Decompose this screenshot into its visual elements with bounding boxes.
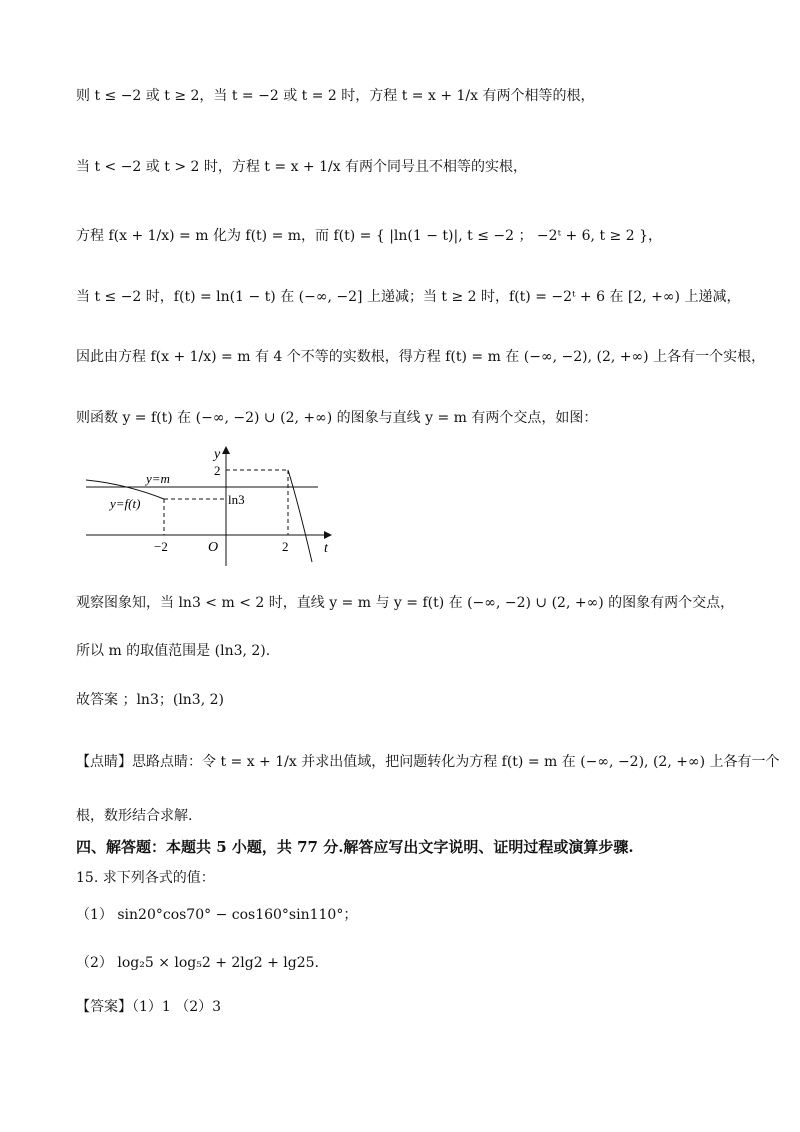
tick-2-y: 2 [214,463,221,478]
question-15-part-2: （2） log₂5 × log₅2 + 2lg2 + lg25. [76,955,319,971]
tick-ln3: ln3 [228,492,245,507]
line-9: 故答案 ；ln3；(ln3, 2) [76,692,224,708]
line-8: 所以 m 的取值范围是 (ln3, 2). [76,643,271,659]
line-11: 根，数形结合求解. [76,808,193,824]
line-4: 当 t ≤ −2 时，f(t) = ln(1 − t) 在 (−∞, −2] 上递减；当 t ≥ 2 时，f(t) = −2ᵗ + 6 在 [2, +∞) 上递减， [76,289,741,305]
line-5: 因此由方程 f(x + 1/x) = m 有 4 个不等的实数根，得方程 f(t) = m 在 (−∞, −2), (2, +∞) 上各有一个实根， [76,349,766,365]
y-axis-label: y [214,447,221,462]
y-axis-arrow [222,446,230,454]
line-6: 则函数 y = f(t) 在 (−∞, −2) ∪ (2, +∞) 的图象与直线 y = m 有两个交点，如图： [76,410,598,426]
answer-line: 【答案】（1）1 （2）3 [76,999,222,1015]
tick-neg2-t: −2 [154,539,168,554]
curve-right [288,470,312,562]
origin-label: O [208,540,219,555]
line-7: 观察图象知，当 ln3 < m < 2 时，直线 y = m 与 y = f(t) 在 (−∞, −2) ∪ (2, +∞) 的图象有两个交点， [76,595,735,611]
line-1: 则 t ≤ −2 或 t ≥ 2，当 t = −2 或 t = 2 时，方程 t = x + 1/x 有两个相等的根， [76,88,595,104]
line-3: 方程 f(x + 1/x) = m 化为 f(t) = m，而 f(t) = { |ln(1 − t)|, t ≤ −2 ； −2ᵗ + 6, t ≥ 2 }， [76,228,662,244]
section-heading: 四、解答题：本题共 5 小题，共 77 分.解答应写出文字说明、证明过程或演算步骤. [76,838,634,856]
question-15-part-1: （1） sin20°cos70° − cos160°sin110°； [76,907,358,923]
function-graph [76,440,336,570]
label-y-m: y=m [146,471,170,486]
tick-2-t: 2 [282,539,289,554]
t-axis-label: t [324,541,328,556]
question-15: 15. 求下列各式的值： [76,870,215,886]
t-axis-arrow [324,531,332,539]
line-2: 当 t < −2 或 t > 2 时，方程 t = x + 1/x 有两个同号且不相等的实根， [76,159,528,175]
line-10: 【点睛】思路点睛：令 t = x + 1/x 并求出值域，把问题转化为方程 f(t) = m 在 (−∞, −2), (2, +∞) 上各有一个 [76,754,780,770]
label-y-ft: y=f(t) [110,496,141,511]
